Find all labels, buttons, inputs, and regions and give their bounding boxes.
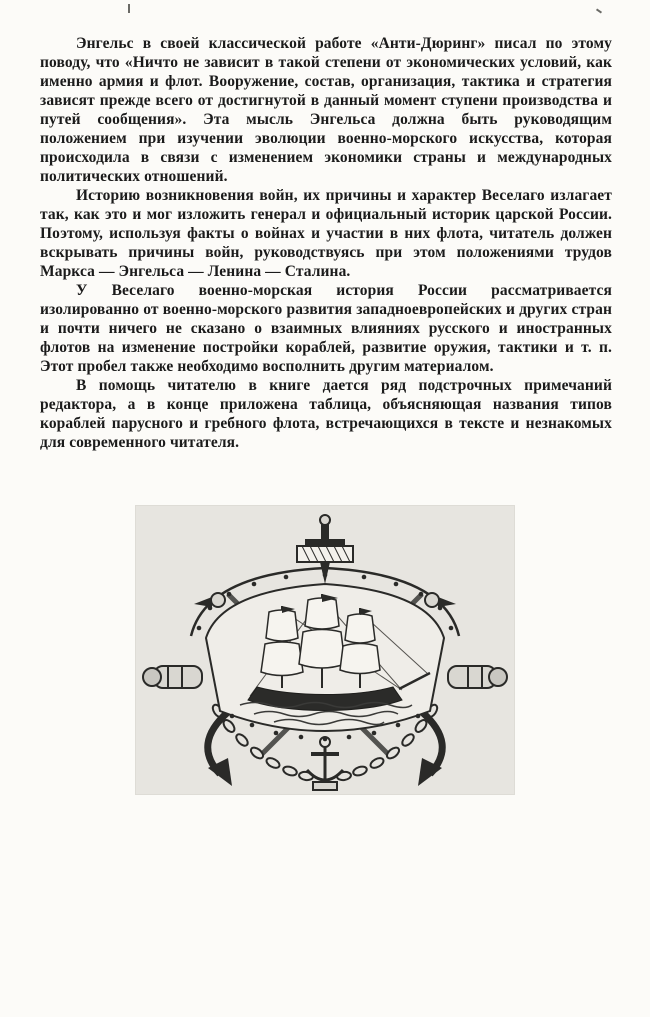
naval-emblem-illustration (136, 506, 514, 794)
paragraph-2: Историю возникновения войн, их причины и характер Веселаго излагает так, как это и мог изложить генерал и официальный историк царской России. Поэтому, используя факты о войнах и участии в них флота, читатель должен вскрывать причины войн, руководствуясь при этом положениями трудов Маркса — Энгельса — Ленина — Сталина. (40, 187, 612, 280)
paragraph-4: В помощь читателю в книге дается ряд подстрочных примечаний редактора, а в конце приложена таблица, объясняющая названия типов кораблей парусного и гребного флота, встречающихся в тексте и незнакомых для современного читателя. (40, 377, 612, 451)
paragraph-3: У Веселаго военно-морская история России рассматривается изолированно от военно-морского развития западноевропейских и других стран и почти ничего не сказано о взаимных влияниях русского и иностранных флотов на изменение постройки кораблей, развитие оружия, тактики и т. п. Этот пробел также необходимо восполнить другим материалом. (40, 282, 612, 375)
paragraph-1: Энгельс в своей классической работе «Анти-Дюринг» писал по этому поводу, что «Ничто не зависит в такой степени от экономических условий, как именно армия и флот. Вооружение, состав, организация, тактика и стратегия зависят прежде всего от достигнутой в данный момент ступени производства и путей сообщения». Эта мысль Энгельса должна быть руководящим положением при изучении эволюции военно-морского искусства, которая происходила в связи с изменением экономики страны и международных политических отношений. (40, 35, 612, 185)
naval-emblem-engraving (136, 506, 514, 794)
text-block (0, 0, 650, 452)
scan-speck (128, 4, 130, 13)
